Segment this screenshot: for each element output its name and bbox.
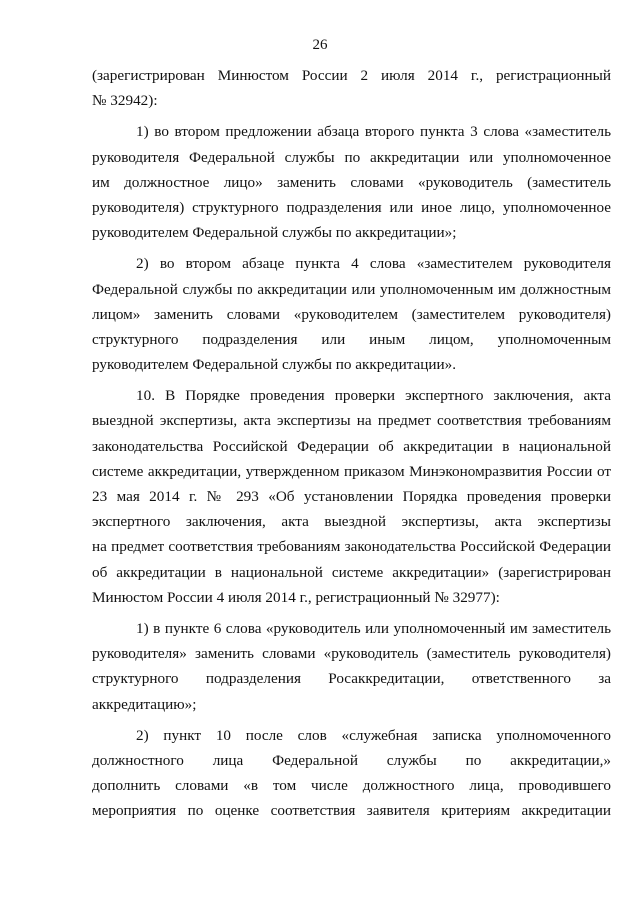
- paragraph-line: дополнить словами «в том числе должностного лица, проводившего: [92, 777, 611, 795]
- paragraph-line: об аккредитации в национальной системе аккредитации» (зарегистрирован: [92, 563, 611, 581]
- paragraph-line: аккредитацию»;: [92, 695, 197, 713]
- paragraph-line: мероприятия по оценке соответствия заявителя критериям аккредитации: [92, 802, 611, 820]
- paragraph-line: экспертного заключения, акта выездной экспертизы, акта экспертизы: [92, 513, 611, 531]
- paragraph-line: на предмет соответствия требованиям законодательства Российской Федерации: [92, 538, 611, 556]
- paragraph-line: руководителя Федеральной службы по аккредитации или уполномоченное: [92, 148, 611, 166]
- paragraph-line: выездной экспертизы, акта экспертизы на предмет соответствия требованиям: [92, 412, 611, 430]
- paragraph-line: 1) во втором предложении абзаца второго пункта 3 слова «заместитель: [136, 123, 611, 141]
- paragraph-line: лицом» заменить словами «руководителем (заместителем руководителя): [92, 305, 611, 323]
- document-body: [92, 63, 611, 823]
- paragraph-line: структурного подразделения Росаккредитации, ответственного за: [92, 670, 611, 688]
- paragraph-item-1: [92, 119, 611, 245]
- paragraph-line: должностного лица Федеральной службы по аккредитации,»: [92, 751, 611, 769]
- paragraph-line: им должностное лицо» заменить словами «руководитель (заместитель: [92, 173, 611, 191]
- paragraph-line: законодательства Российской Федерации об аккредитации в национальной: [92, 437, 611, 455]
- paragraph-line: Минюстом России 4 июля 2014 г., регистрационный № 32977):: [92, 588, 500, 606]
- paragraph-line: (зарегистрирован Минюстом России 2 июля 2014 г., регистрационный: [92, 67, 611, 84]
- paragraph-line: 2) пункт 10 после слов «служебная записка уполномоченного: [136, 726, 611, 744]
- paragraph-line: руководителем Федеральной службы по аккредитации».: [92, 356, 457, 374]
- paragraph-line: 23 мая 2014 г. № 293 «Об установлении Порядка проведения проверки: [92, 488, 611, 505]
- paragraph-line: № 32942):: [92, 92, 158, 110]
- paragraph-item-2-section-10: [92, 723, 611, 824]
- paragraph-line: Федеральной службы по аккредитации или уполномоченным им должностным: [92, 280, 611, 298]
- paragraph-line: 2) во втором абзаце пункта 4 слова «заместителем руководителя: [136, 255, 611, 273]
- paragraph-item-2: [92, 251, 611, 377]
- paragraph-line: руководителя) структурного подразделения или иное лицо, уполномоченное: [92, 198, 611, 216]
- paragraph-continuation: [92, 63, 611, 113]
- page-number: 26: [312, 37, 328, 53]
- paragraph-line: 10. В Порядке проведения проверки экспертного заключения, акта: [136, 387, 611, 405]
- paragraph-line: системе аккредитации, утвержденном приказом Минэкономразвития России от: [92, 462, 611, 480]
- paragraph-line: структурного подразделения или иным лицом, уполномоченным: [92, 330, 611, 348]
- paragraph-line: руководителя» заменить словами «руководитель (заместитель руководителя): [92, 645, 611, 663]
- paragraph-item-1-section-10: [92, 616, 611, 717]
- paragraph-line: 1) в пункте 6 слова «руководитель или уполномоченный им заместитель: [136, 619, 611, 637]
- paragraph-section-10: [92, 383, 611, 610]
- paragraph-line: руководителем Федеральной службы по аккредитации»;: [92, 224, 457, 242]
